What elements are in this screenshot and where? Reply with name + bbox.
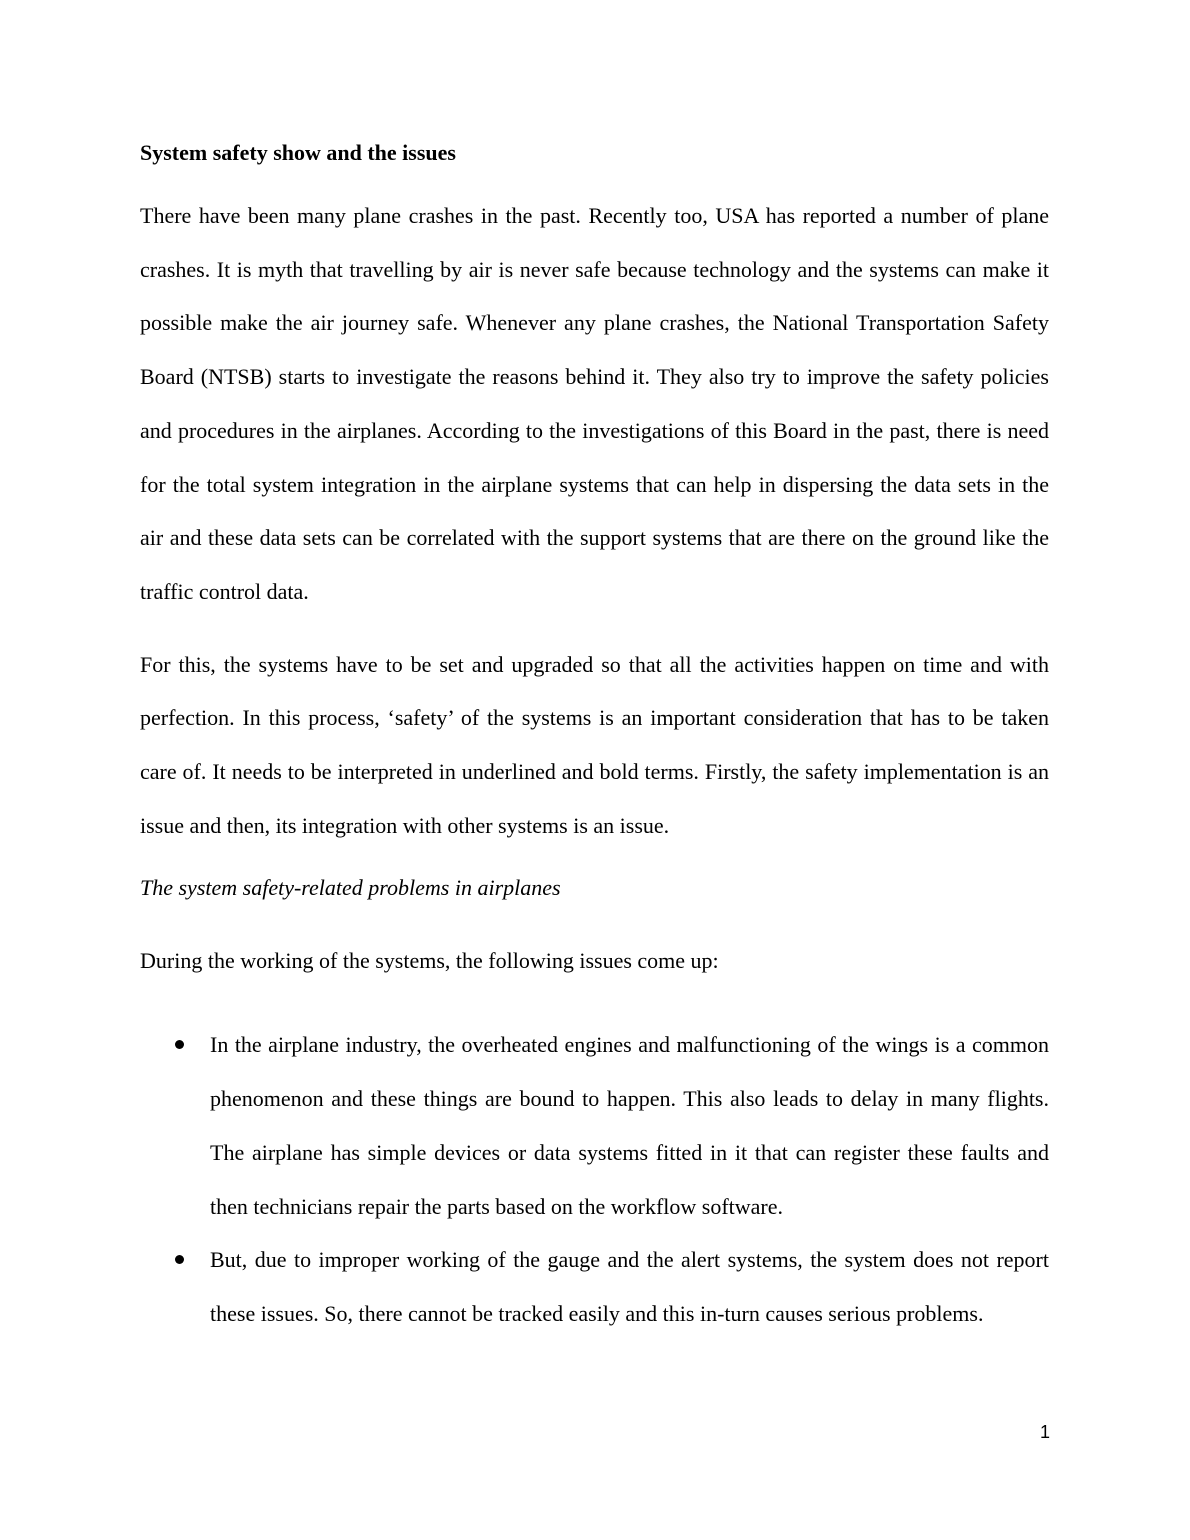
bullet-icon	[175, 1255, 184, 1264]
list-item-text: In the airplane industry, the overheated engines and malfunctioning of the wings is a common phenomenon and these things are bound to happen. This also leads to delay in many flights. The airplane has simple devices or data systems fitted in it that can register these faults and then technicians repair the parts based on the workflow software.	[210, 1032, 1049, 1219]
page-number: 1	[1039, 1422, 1050, 1442]
list-item	[140, 1018, 1049, 1233]
paragraph-2: For this, the systems have to be set and upgraded so that all the activities happen on time and with perfection. In this process, ‘safety’ of the systems is an important consideration that has to be taken care of. It needs to be interpreted in underlined and bold terms. Firstly, the safety implementation is an issue and then, its integration with other systems is an issue.	[140, 651, 1049, 838]
paragraph-1: There have been many plane crashes in the past. Recently too, USA has reported a number of plane crashes. It is myth that travelling by air is never safe because technology and the systems can make it possible make the air journey safe. Whenever any plane crashes, the National Transportation Safety Board (NTSB) starts to investigate the reasons behind it. They also try to improve the safety policies and procedures in the airplanes. According to the investigations of this Board in the past, there is need for the total system integration in the airplane systems that can help in dispersing the data sets in the air and these data sets can be correlated with the support systems that are there on the ground like the traffic control data.	[140, 203, 1049, 604]
bullet-icon	[175, 1040, 184, 1049]
list-item-text: But, due to improper working of the gauge and the alert systems, the system does not report these issues. So, there cannot be tracked easily and this in-turn causes serious problems.	[210, 1247, 1049, 1326]
issues-list	[140, 1018, 1049, 1340]
section-heading: System safety show and the issues	[140, 140, 456, 165]
subsection-heading: The system safety-related problems in airplanes	[140, 875, 561, 901]
list-intro: During the working of the systems, the following issues come up:	[140, 948, 719, 974]
page-content	[140, 136, 1049, 1341]
list-item	[140, 1233, 1049, 1340]
